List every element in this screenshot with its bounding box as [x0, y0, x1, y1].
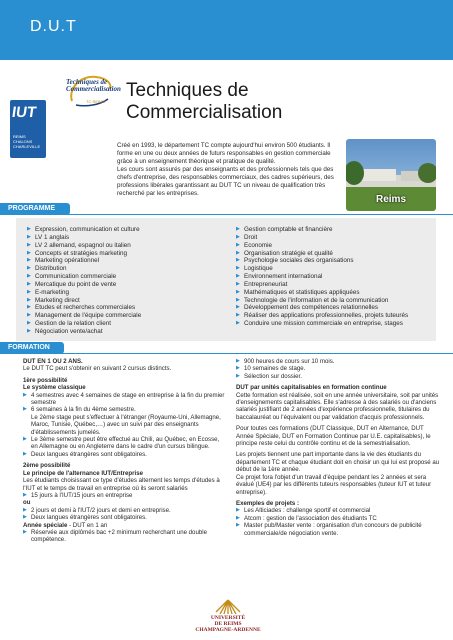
programme-divider [0, 214, 453, 215]
tc-logo [66, 71, 121, 109]
list-item: ▶ Droit [236, 234, 408, 242]
formation-right-column [236, 358, 440, 537]
university-name [190, 615, 266, 633]
university-line1: UNIVERSITÉ [210, 615, 246, 621]
list-item: ▶ Entrepreneuriat [236, 281, 408, 289]
list-item: ▶ Développement des compétences relationnelles [236, 304, 408, 312]
university-line3: CHAMPAGNE-ARDENNE [195, 627, 261, 633]
or-label: ou [23, 499, 31, 507]
possibility-2-subtitle: Le principe de l'alternance IUT/Entreprise [23, 469, 143, 477]
list-item: ▶ Gestion comptable et financière [236, 226, 408, 234]
programme-right-list [236, 226, 408, 328]
stage-note: Le 2ème stage peut s'effectuer à l'étranger (Royaume-Uni, Allemagne, Maroc, Tunisie, Québec,…) avec un suivi par des enseignants d'établissements jumelés. [31, 413, 221, 436]
list-item: ▶ Distribution [27, 265, 141, 273]
logo-line2: Commercialisation [66, 85, 121, 93]
list-item: ▶ Environnement international [236, 273, 408, 281]
list-item: ▶ Sélection sur dossier. [236, 373, 440, 380]
list-item: ▶ 4 semestres avec 4 semaines de stage en entreprise à la fin du premier semestre [23, 392, 227, 407]
list-item: ▶ LV 2 allemand, espagnol ou italien [27, 242, 141, 250]
page-title [126, 80, 282, 124]
logo-line1: Techniques de [66, 78, 108, 86]
list-item: ▶ Management de l'équipe commerciale [27, 312, 141, 320]
formation-divider [0, 353, 453, 354]
title-line2: Commercialisation [126, 102, 283, 123]
photo-caption: Reims [375, 194, 406, 205]
university-emblem-icon [208, 598, 248, 616]
list-item: ▶ 900 heures de cours sur 10 mois. [236, 358, 440, 365]
possibility-2-title: 2ème possibilité [23, 462, 71, 470]
intro-paragraph-1: Créé en 1993, le département TC compte aujourd'hui environ 500 étudiants. Il forme en une ou deux années de futurs responsables en gestion commerciale grâce à un enseignement théorique et pratique de qualité. [117, 142, 331, 165]
list-item: ▶ Economie [236, 242, 408, 250]
list-item: ▶ Organisation stratégie et qualité [236, 250, 408, 258]
possibility-1-title: 1ère possibilité [23, 376, 68, 384]
annee-speciale-line [23, 522, 227, 529]
list-item: ▶ Mathématiques et statistiques appliquées [236, 289, 408, 297]
list-item: ▶ Deux langues étrangères sont obligatoires. [23, 514, 227, 521]
alternance-text: Les étudiants choisissant ce type d'études alternent les temps d'études à l'IUT et le temps de travail en entreprise où ils seront salariés [23, 477, 220, 492]
continuing-education-text: Cette formation est réalisée, soit en une année universitaire, soit par unités d'enseignements capitalisables. Elle s'adresse à des salariés ou d'anciens salariés justifiant de 2 années d'expérience professionnelle, titulaires du baccalauréat ou l'équivalent ou par validation d'acquis professionnels. [236, 391, 439, 421]
list-item: ▶ 2 jours et demi à l'IUT/2 jours et demi en entreprise. [23, 507, 227, 514]
reims-photo [346, 139, 436, 211]
list-item: ▶ Le 3ème semestre peut être effectué au Chili, au Québec, en Ecosse, en Allemagne ou en Angleterre dans le cadre d'un cursus bilingue. [23, 436, 227, 451]
formation-left-column [23, 358, 227, 544]
list-item: ▶ Master pub/Master vente : organisation d'un concours de publicité commerciale/de négociation vente. [236, 522, 440, 537]
iut-sub: REIMS CHALONS CHARLEVILLE [13, 134, 41, 149]
iut-label: IUT [10, 104, 38, 121]
programme-heading: PROGRAMME [0, 203, 70, 215]
list-item: ▶ Deux langues étrangères sont obligatoires. [23, 451, 227, 458]
projects-text-2: Ce projet fora l'objet d'un travail d'équipe pendant les 2 années et sera évalué (UE4) par les différents tuteurs responsables (tuteur IUT et tuteur entreprise). [236, 473, 432, 496]
list-item: ▶ Les Alticiades : challenge sportif et commercial [236, 507, 440, 514]
list-item: ▶ Expression, communication et culture [27, 226, 141, 234]
list-item: ▶ Conduire une mission commerciale en entreprise, stages [236, 320, 408, 328]
university-line2: DE REIMS [214, 621, 242, 627]
list-item: ▶ Psychologie sociales des organisations [236, 257, 408, 265]
list-item: ▶ Négociation vente/achat [27, 328, 141, 336]
intro-paragraph-2: Les cours sont assurés par des enseignants et des professionnels tels que des chefs d'entreprise, des responsables commerciaux, des cadres supérieurs, des professions libérales garantissant au DUT TC un niveau de qualification très recherché par les entreprises. [117, 166, 334, 197]
annee-speciale-label: Année spéciale [23, 521, 68, 529]
annee-speciale-rest: - DUT en 1 an [67, 521, 108, 529]
formation-heading: FORMATION [0, 342, 64, 354]
list-item: ▶ Atcom : gestion de l'association des étudiants TC [236, 515, 440, 522]
list-item: ▶ 6 semaines à la fin du 4ème semestre. [23, 406, 227, 413]
list-item: ▶ Réaliser des applications professionnelles, projets tuteurés [236, 312, 408, 320]
project-examples-title: Exemples de projets : [236, 499, 299, 507]
list-item: ▶ 10 semaines de stage. [236, 365, 440, 372]
list-item: ▶ E-marketing [27, 289, 141, 297]
formation-principle-text: Pour toutes ces formations (DUT Classique, DUT en Alternance, DUT Année Spéciale, DUT en Formation Continue par U.E. capitalisables), le principe reste celui du contrôle continu et de la semestrialisation. [236, 425, 431, 448]
list-item: ▶ Marketing direct [27, 297, 141, 305]
continuing-education-title: DUT par unités capitalisables en formation continue [236, 384, 387, 392]
list-item: ▶ Communication commerciale [27, 273, 141, 281]
list-item: ▶ Logistique [236, 265, 408, 273]
list-item: ▶ Réservée aux diplômés bac +2 minimum recherchant une double compétence. [23, 529, 227, 544]
formation-intro: Le DUT TC peut s'obtenir en suivant 2 cursus distincts. [23, 365, 172, 373]
list-item: ▶ Mercatique du point de vente [27, 281, 141, 289]
dut-label: D.U.T [30, 18, 77, 35]
list-item: ▶ Technologie de l'information et de la communication [236, 297, 408, 305]
iut-badge [10, 100, 46, 158]
title-line1: Techniques de [126, 80, 249, 101]
list-item: ▶ Concepts et stratégies marketing [27, 250, 141, 258]
formation-heading-dut: DUT EN 1 OU 2 ANS. [23, 358, 83, 365]
possibility-1-subtitle: Le système classique [23, 384, 86, 392]
list-item: ▶ LV 1 anglais [27, 234, 141, 242]
logo-text [66, 79, 121, 93]
list-item: ▶ Etudes et recherches commerciales [27, 304, 141, 312]
projects-text-1: Les projets tiennent une part importante dans la vie des étudiants du département TC et chaque étudiant doit en choisir un qui lui est proposé au début de la 1ère année. [236, 451, 440, 474]
intro-text [117, 142, 339, 198]
list-item: ▶ Marketing opérationnel [27, 257, 141, 265]
logo-subtitle: TC REIMS [86, 99, 106, 104]
programme-left-list [27, 226, 141, 336]
list-item: ▶ 15 jours à l'IUT/15 jours en entreprise [23, 492, 227, 499]
list-item: ▶ Gestion de la relation client [27, 320, 141, 328]
